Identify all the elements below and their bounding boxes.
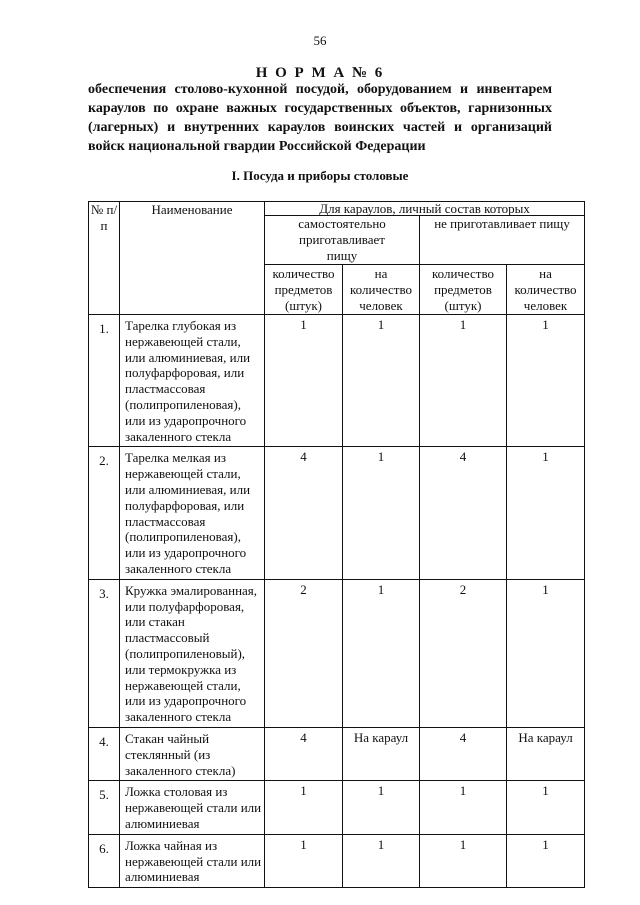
row-value: 1 bbox=[343, 781, 420, 834]
row-value: 4 bbox=[265, 447, 343, 579]
header-name: Наименование bbox=[120, 202, 265, 315]
row-value: 1 bbox=[507, 447, 585, 579]
row-value: 1 bbox=[343, 834, 420, 887]
row-value: На караул bbox=[343, 727, 420, 780]
row-value: 1 bbox=[265, 834, 343, 887]
row-value: 1 bbox=[507, 834, 585, 887]
row-num: 4. bbox=[89, 727, 120, 780]
row-value: 4 bbox=[265, 727, 343, 780]
row-name: Тарелка мелкая из нержавеющей стали, или алюминиевая, или полуфарфоровая, или пластмассовая (полипропиленовая), или из ударопрочного закаленного стекла bbox=[120, 447, 265, 579]
row-num: 5. bbox=[89, 781, 120, 834]
header-no-cook: не приготавливает пищу bbox=[420, 216, 585, 265]
header-qty-items: количество предметов (штук) bbox=[265, 265, 343, 315]
header-qty-items: количество предметов (штук) bbox=[420, 265, 507, 315]
row-num: 1. bbox=[89, 315, 120, 447]
row-value: 1 bbox=[507, 579, 585, 727]
row-value: 1 bbox=[420, 315, 507, 447]
row-value: 1 bbox=[420, 781, 507, 834]
row-value: На караул bbox=[507, 727, 585, 780]
row-value: 4 bbox=[420, 727, 507, 780]
header-per-people: на количество человек bbox=[343, 265, 420, 315]
table-row bbox=[89, 727, 585, 780]
row-name: Тарелка глубокая из нержавеющей стали, или алюминиевая, или полуфарфоровая, или пластмассовая (полипропиленовая), или из ударопрочного закаленного стекла bbox=[120, 315, 265, 447]
norm-table bbox=[88, 201, 585, 888]
section-title: I. Посуда и приборы столовые bbox=[231, 168, 409, 183]
table-row bbox=[89, 579, 585, 727]
header-group: Для караулов, личный состав которых bbox=[265, 202, 585, 216]
row-value: 1 bbox=[343, 447, 420, 579]
row-name: Ложка чайная из нержавеющей стали или алюминиевая bbox=[120, 834, 265, 887]
row-value: 1 bbox=[343, 315, 420, 447]
header-self-cook: самостоятельно приготавливает пищу bbox=[265, 216, 420, 265]
row-value: 1 bbox=[265, 315, 343, 447]
table-row bbox=[89, 447, 585, 579]
row-value: 1 bbox=[507, 315, 585, 447]
row-value: 2 bbox=[420, 579, 507, 727]
row-num: 3. bbox=[89, 579, 120, 727]
row-value: 1 bbox=[507, 781, 585, 834]
row-num: 6. bbox=[89, 834, 120, 887]
page-number: 56 bbox=[313, 33, 327, 48]
row-value: 2 bbox=[265, 579, 343, 727]
row-value: 4 bbox=[420, 447, 507, 579]
row-value: 1 bbox=[343, 579, 420, 727]
header-per-people: на количество человек bbox=[507, 265, 585, 315]
row-name: Ложка столовая из нержавеющей стали или алюминиевая bbox=[120, 781, 265, 834]
row-name: Стакан чайный стеклянный (из закаленного стекла) bbox=[120, 727, 265, 780]
norm-heading: Н О Р М А № 6 bbox=[255, 65, 385, 81]
row-value: 1 bbox=[265, 781, 343, 834]
table-row bbox=[89, 781, 585, 834]
table-row bbox=[89, 834, 585, 887]
row-name: Кружка эмалированная, или полуфарфоровая, или стакан пластмассовый (полипропиленовый), или термокружка из нержавеющей стали, или из ударопрочного закаленного стекла bbox=[120, 579, 265, 727]
header-num: № п/п bbox=[89, 202, 120, 315]
norm-subtitle: обеспечения столово-кухонной посудой, оборудованием и инвентарем караулов по охране важных государственных объектов, гарнизонных (лагерных) и внутренних караулов воинских частей и организаций войск национальной гвардии Российской Федерации bbox=[88, 82, 552, 154]
row-num: 2. bbox=[89, 447, 120, 579]
table-row bbox=[89, 315, 585, 447]
row-value: 1 bbox=[420, 834, 507, 887]
